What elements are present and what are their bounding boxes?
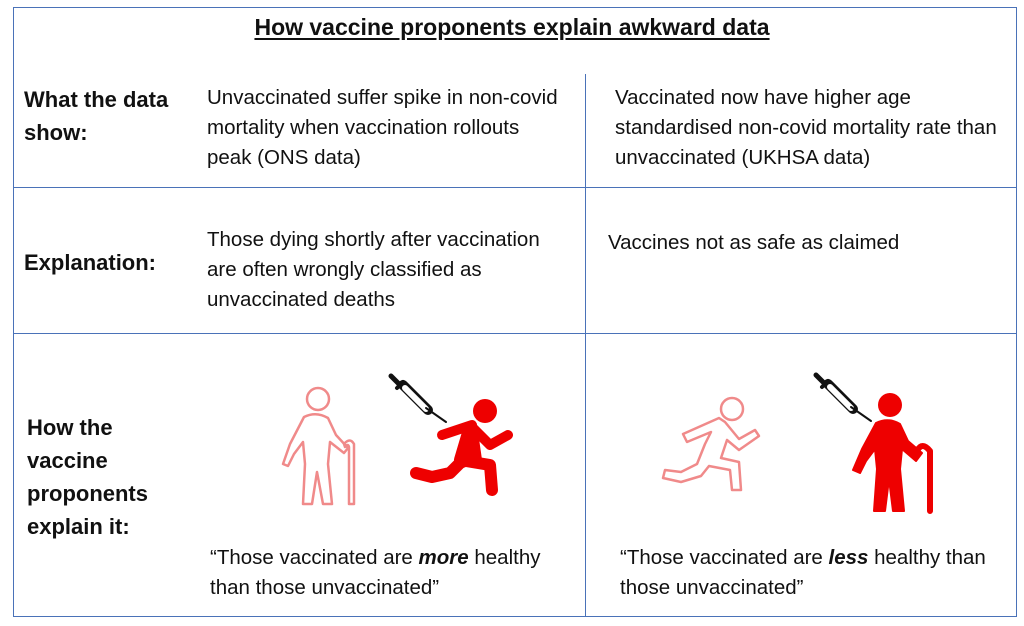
page-title: How vaccine proponents explain awkward data [254, 14, 770, 40]
cell-data-right: Vaccinated now have higher age standardised non-covid mortality rate than unvaccinated (UKHSA data) [615, 86, 997, 169]
row-label-explanation: Explanation: [24, 250, 157, 275]
quote-left-end: healthy than those unvaccinated” [210, 546, 541, 599]
row-divider-1 [13, 187, 1017, 188]
row-label-data-show: What the data show: [24, 87, 169, 145]
quote-left-emphasis: more [418, 546, 469, 569]
quote-right [620, 543, 1005, 603]
quote-right-emphasis: less [828, 546, 869, 569]
quote-left-start: “Those vaccinated are [210, 546, 419, 569]
elderly-person-with-cane-outline-icon [270, 380, 370, 510]
running-person-outline-icon [647, 392, 772, 492]
quote-left [210, 543, 580, 603]
column-divider [585, 74, 586, 617]
cell-data-left: Unvaccinated suffer spike in non-covid mortality when vaccination rollouts peak (ONS data) [207, 86, 558, 169]
cell-explanation-left: Those dying shortly after vaccination are often wrongly classified as unvaccinated deaths [207, 228, 540, 311]
quote-right-start: “Those vaccinated are [620, 546, 829, 569]
running-person-red-icon [402, 395, 527, 495]
row-divider-2 [13, 333, 1017, 334]
cell-explanation-right: Vaccines not as safe as claimed [608, 231, 900, 254]
elderly-person-with-cane-red-icon [842, 385, 942, 515]
row-label-proponents: How the vaccine proponents explain it: [27, 415, 148, 539]
quote-right-end: healthy than those unvaccinated” [620, 546, 986, 599]
